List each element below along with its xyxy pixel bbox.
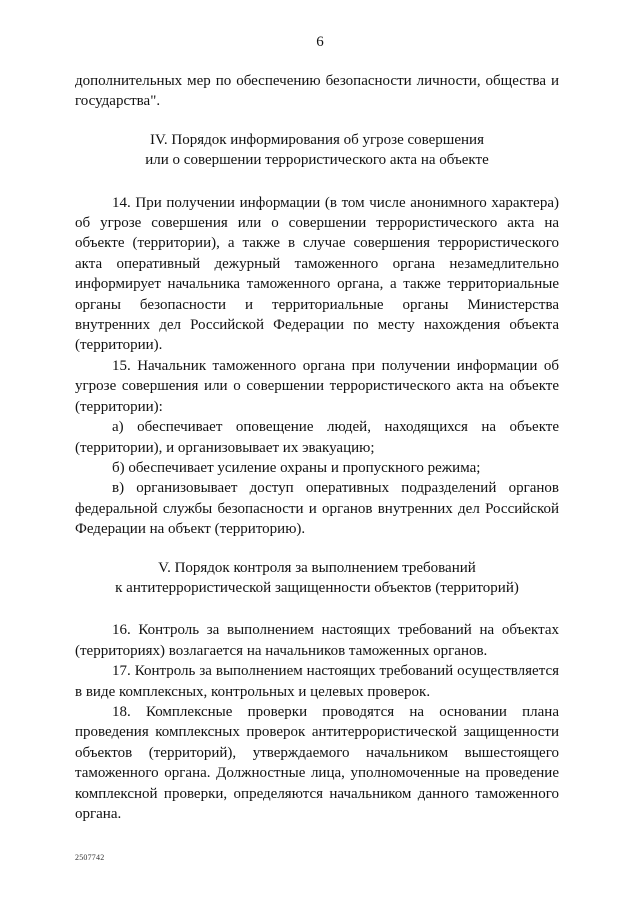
- paragraph-14: 14. При получении информации (в том числе анонимного характера) об угрозе совершения или о совершении террористического акта на объекте (территории), а также в случае совершения террористического акта оперативный дежурный таможенного органа незамедлительно информирует начальника таможенного органа, а также территориальные органы безопасности и территориальные органы Министерства внутренних дел Российской Федерации по месту нахождения объекта (территории).: [75, 194, 559, 354]
- page-number: 6: [316, 34, 324, 50]
- paragraph-15-c: в) организовывает доступ оперативных подразделений органов федеральной службы безопасности и органов внутренних дел Российской Федерации на объект (территорию).: [75, 480, 559, 538]
- section-5-heading-line-1: V. Порядок контроля за выполнением требований: [158, 559, 476, 576]
- section-5-heading-line-2: к антитеррористической защищенности объектов (территорий): [115, 579, 519, 596]
- document-body: [75, 71, 559, 824]
- continuation-paragraph: дополнительных мер по обеспечению безопасности личности, общества и государства".: [75, 73, 559, 110]
- section-4-heading-line-1: IV. Порядок информирования об угрозе совершения: [150, 131, 484, 148]
- document-code: 2507742: [75, 853, 105, 862]
- section-5-heading: [75, 558, 559, 599]
- paragraph-17: 17. Контроль за выполнением настоящих требований осуществляется в виде комплексных, контрольных и целевых проверок.: [75, 663, 559, 700]
- paragraph-16: 16. Контроль за выполнением настоящих требований на объектах (территориях) возлагается на начальников таможенных органов.: [75, 622, 559, 659]
- paragraph-15-a: а) обеспечивает оповещение людей, находящихся на объекте (территории), и организовывает их эвакуацию;: [75, 419, 559, 456]
- paragraph-18: 18. Комплексные проверки проводятся на основании плана проведения комплексных проверок антитеррористической защищенности объектов (территорий), утверждаемого начальником вышестоящего таможенного органа. Должностные лица, уполномоченные на проведение комплексной проверки, определяются начальником данного таможенного органа.: [75, 703, 559, 822]
- paragraph-15-b: б) обеспечивает усиление охраны и пропускного режима;: [112, 459, 481, 476]
- section-4-heading: [75, 130, 559, 171]
- section-4-heading-line-2: или о совершении террористического акта на объекте: [145, 152, 489, 169]
- paragraph-15: 15. Начальник таможенного органа при получении информации об угрозе совершения или о совершении террористического акта на объекте (территории):: [75, 357, 559, 415]
